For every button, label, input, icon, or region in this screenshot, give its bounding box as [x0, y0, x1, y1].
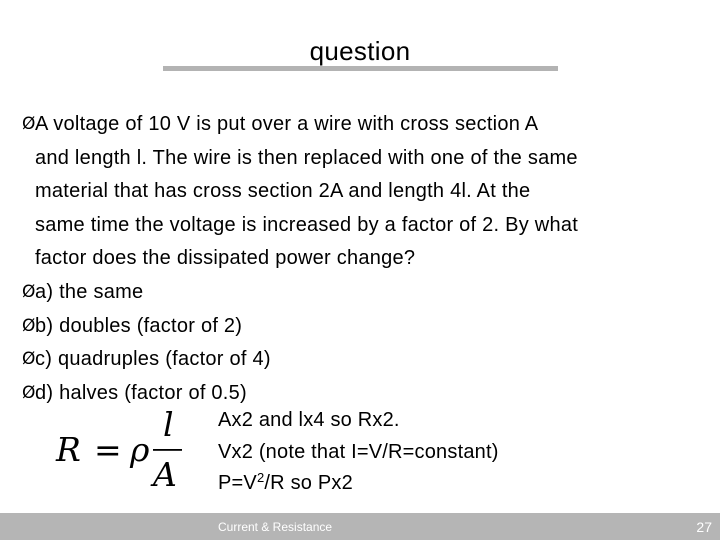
- question-line: A voltage of 10 V is put over a wire with cross section A: [35, 113, 539, 135]
- answer-line-3-prefix: P=V: [218, 472, 257, 494]
- slide-title: question: [309, 36, 411, 66]
- answer-line-2: Vx2 (note that I=V/R=constant): [218, 440, 499, 463]
- bullet-arrow-icon: Ø: [22, 349, 36, 370]
- question-line: factor does the dissipated power change?: [35, 247, 416, 270]
- answer-line-3-suffix: /R so Px2: [264, 472, 353, 494]
- bullet-arrow-icon: Ø: [22, 281, 36, 302]
- bullet-arrow-icon: Ø: [22, 382, 36, 403]
- title-underline: [163, 66, 558, 71]
- formula-rho: ρ: [130, 430, 150, 469]
- bullet-question: [22, 108, 718, 276]
- footer-title: Current & Resistance: [218, 520, 333, 534]
- bullet-arrow-icon: Ø: [22, 315, 36, 336]
- fraction-bar: [153, 449, 182, 451]
- page-number: 27: [696, 519, 712, 535]
- question-line: same time the voltage is increased by a factor of 2. By what: [35, 213, 579, 236]
- bullet-arrow-icon: Ø: [22, 114, 36, 134]
- formula-lhs: R: [56, 430, 81, 469]
- formula-numerator: l: [163, 405, 174, 444]
- option-a-text: a) the same: [35, 280, 144, 303]
- question-line: and length l. The wire is then replaced with one of the same: [35, 146, 578, 169]
- formula-denominator: A: [153, 455, 177, 494]
- bullet-option-b: [22, 310, 718, 344]
- option-c-text: c) quadruples (factor of 4): [35, 348, 271, 371]
- question-line: material that has cross section 2A and length 4l. At the: [35, 180, 531, 203]
- answer-superscript: 2: [256, 470, 265, 485]
- answer-line-1: Ax2 and lx4 so Rx2.: [218, 409, 400, 431]
- bullet-option-c: [22, 343, 718, 377]
- answer-line-3: [218, 468, 499, 500]
- formula-equals: =: [94, 430, 122, 469]
- question-bullet-list: [22, 108, 718, 410]
- footer-bar: [0, 513, 720, 540]
- option-d-text: d) halves (factor of 0.5): [35, 381, 247, 404]
- resistance-formula: [52, 400, 202, 496]
- answer-block: [218, 405, 499, 500]
- bullet-option-a: [22, 276, 718, 310]
- option-b-text: b) doubles (factor of 2): [35, 314, 243, 337]
